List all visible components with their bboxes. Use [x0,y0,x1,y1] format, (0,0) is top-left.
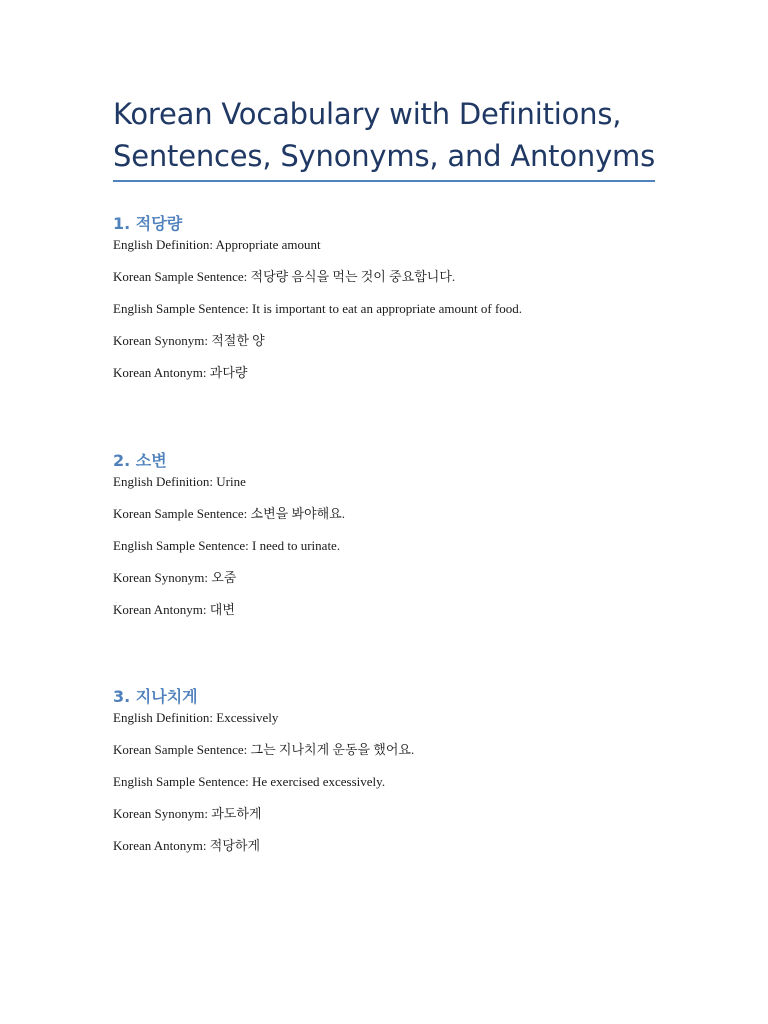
korean-sample-sentence: Korean Sample Sentence: 적당량 음식을 먹는 것이 중요합니다. [113,269,456,284]
english-sample-sentence: English Sample Sentence: He exercised excessively. [113,774,386,789]
english-sample-sentence: English Sample Sentence: It is important to eat an appropriate amount of food. [113,301,523,316]
entry-heading: 1. 적당량 [113,214,183,233]
vocab-entry-1 [113,213,673,381]
english-sample-sentence: English Sample Sentence: I need to urinate. [113,538,341,553]
english-definition: English Definition: Excessively [113,710,279,725]
english-definition: English Definition: Urine [113,474,246,489]
korean-sample-sentence: Korean Sample Sentence: 그는 지나치게 운동을 했어요. [113,742,415,757]
korean-antonym: Korean Antonym: 과다량 [113,365,248,380]
english-definition: English Definition: Appropriate amount [113,237,321,252]
korean-antonym: Korean Antonym: 대변 [113,602,235,617]
document-title: Korean Vocabulary with Definitions, Sentences, Synonyms, and Antonyms [113,97,655,173]
korean-antonym: Korean Antonym: 적당하게 [113,838,260,853]
vocab-entry-2 [113,450,673,618]
korean-synonym: Korean Synonym: 과도하게 [113,806,262,821]
entry-heading: 2. 소변 [113,451,167,470]
korean-synonym: Korean Synonym: 오줌 [113,570,237,585]
korean-sample-sentence: Korean Sample Sentence: 소변을 봐야해요. [113,506,345,521]
entry-heading: 3. 지나치게 [113,687,198,706]
vocab-entry-3 [113,686,673,854]
title-underline [113,180,655,182]
korean-synonym: Korean Synonym: 적절한 양 [113,333,265,348]
